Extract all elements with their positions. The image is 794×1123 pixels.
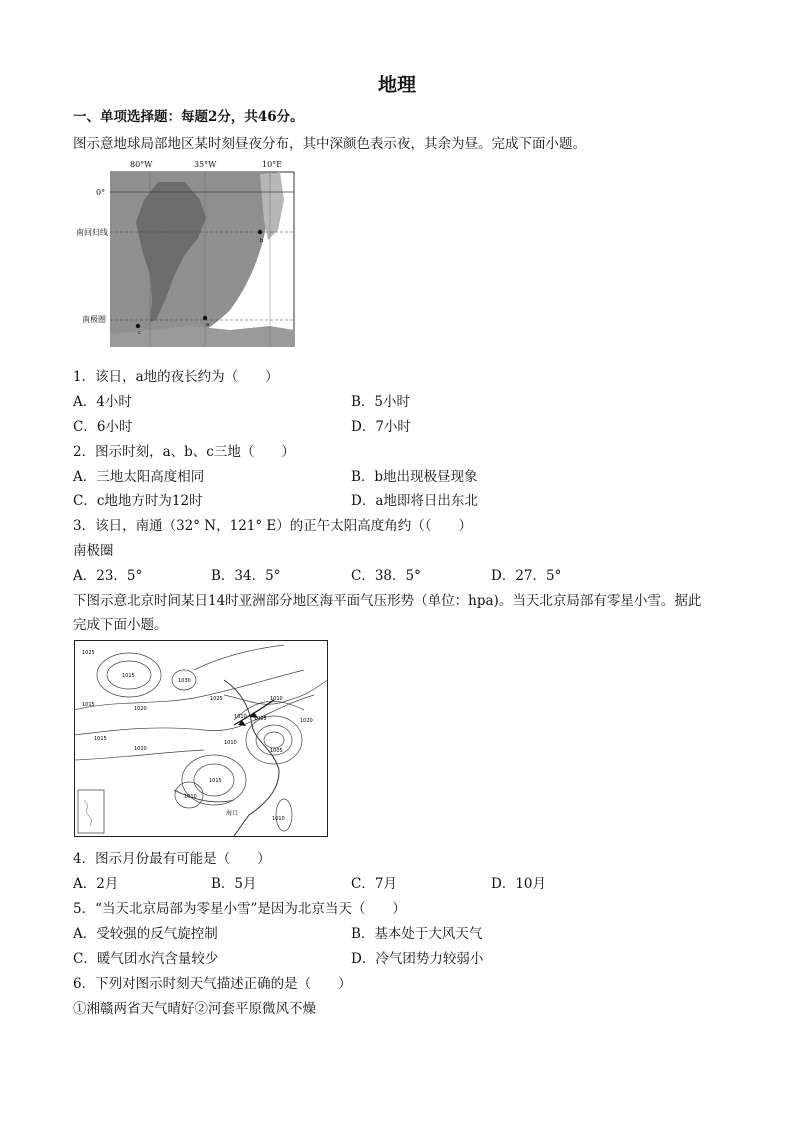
point-a-marker bbox=[203, 316, 207, 320]
lon-label-35w: 35°W bbox=[194, 160, 217, 169]
q4-option-c: C．7月 bbox=[351, 876, 397, 892]
isobar-label-11: 1015 bbox=[94, 736, 107, 742]
city-label-haikou: 海口 bbox=[226, 810, 239, 817]
point-c-label: c bbox=[138, 330, 141, 336]
q6-statements: ①湘赣两省天气晴好②河套平原微风不燥 bbox=[73, 1001, 316, 1017]
q3-note: 南极圈 bbox=[73, 543, 114, 559]
q2-option-c: C．c地地方时为12时 bbox=[73, 493, 203, 509]
lat-label-equator: 0° bbox=[96, 188, 106, 197]
intro-2-line-1: 下图示意北京时间某日14时亚洲部分地区海平面气压形势（单位：hpa)。当天北京局部有零星小雪。据此 bbox=[73, 593, 702, 609]
q3-option-b: B．34．5° bbox=[211, 568, 281, 584]
q5-option-a: A．受较强的反气旋控制 bbox=[73, 926, 218, 942]
point-b-label: b bbox=[260, 238, 264, 244]
point-c-marker bbox=[136, 324, 140, 328]
isobar-label-6: 1025 bbox=[210, 696, 223, 702]
q2-option-a: A．三地太阳高度相同 bbox=[73, 469, 205, 485]
q1-option-d: D．7小时 bbox=[351, 419, 411, 435]
isobar-label-13: 1010 bbox=[184, 794, 197, 800]
q2-stem: 2．图示时刻，a、b、c三地（ ） bbox=[73, 444, 295, 460]
q3-stem: 3．该日，南通（32° N，121° E）的正午太阳高度角约（（ ） bbox=[73, 518, 473, 534]
lat-label-antarctic: 南极圈 bbox=[82, 315, 106, 324]
isobar-label-12: 1010 bbox=[134, 746, 147, 752]
q4-option-b: B．5月 bbox=[211, 876, 257, 892]
isobar-label-16: 1005 bbox=[270, 748, 283, 754]
point-b-marker bbox=[258, 230, 262, 234]
page-title: 地理 bbox=[377, 74, 416, 96]
isobar-label-1: 1025 bbox=[82, 650, 95, 656]
isobar-label-15: 1010 bbox=[272, 816, 285, 822]
isobar-label-9: 1020 bbox=[300, 718, 313, 724]
intro-2-line-2: 完成下面小题。 bbox=[73, 617, 168, 633]
intro-1: 图示意地球局部地区某时刻昼夜分布，其中深颜色表示夜，其余为昼。完成下面小题。 bbox=[73, 136, 586, 152]
point-a-label: a bbox=[206, 322, 210, 328]
section-heading: 一、单项选择题：每题2分，共46分。 bbox=[73, 109, 304, 125]
q4-stem: 4．图示月份最有可能是（ ） bbox=[73, 851, 271, 867]
lon-label-80w: 80°W bbox=[130, 160, 153, 169]
q6-stem: 6．下列对图示时刻天气描述正确的是（ ） bbox=[73, 976, 352, 992]
q1-stem: 1．该日，a地的夜长约为（ ） bbox=[73, 369, 279, 385]
q5-stem: 5．“当天北京局部为零星小雪”是因为北京当天（ ） bbox=[73, 901, 406, 917]
q2-option-d: D．a地即将日出东北 bbox=[351, 493, 478, 509]
isobar-label-17: 1010 bbox=[270, 696, 283, 702]
pressure-map bbox=[74, 640, 328, 837]
isobar-label-10: 1010 bbox=[224, 740, 237, 746]
q5-option-d: D．冷气团势力较弱小 bbox=[351, 951, 484, 967]
q1-option-a: A．4小时 bbox=[73, 394, 132, 410]
isobar-label-4: 1020 bbox=[134, 706, 147, 712]
q3-option-c: C．38．5° bbox=[351, 568, 421, 584]
isobar-label-5: 1015 bbox=[82, 702, 95, 708]
day-night-map bbox=[110, 160, 296, 348]
q3-option-a: A．23．5° bbox=[73, 568, 143, 584]
q5-option-c: C．暖气团水汽含量较少 bbox=[73, 951, 219, 967]
isobar-label-3: 1030 bbox=[178, 678, 191, 684]
q3-option-d: D．27．5° bbox=[491, 568, 562, 584]
q5-option-b: B．基本处于大风天气 bbox=[351, 926, 483, 942]
isobar-label-7: 1010 bbox=[234, 714, 247, 720]
q2-option-b: B．b地出现极昼现象 bbox=[351, 469, 478, 485]
isobar-label-2: 1015 bbox=[122, 673, 135, 679]
q4-option-a: A．2月 bbox=[73, 876, 119, 892]
lon-label-10e: 10°E bbox=[262, 160, 283, 169]
q4-option-d: D．10月 bbox=[491, 876, 547, 892]
isobar-label-8: 1005 bbox=[254, 716, 267, 722]
lat-label-tropic: 南回归线 bbox=[76, 228, 108, 237]
q1-option-b: B．5小时 bbox=[351, 394, 411, 410]
isobar-label-14: 1015 bbox=[209, 778, 222, 784]
q1-option-c: C．6小时 bbox=[73, 419, 133, 435]
